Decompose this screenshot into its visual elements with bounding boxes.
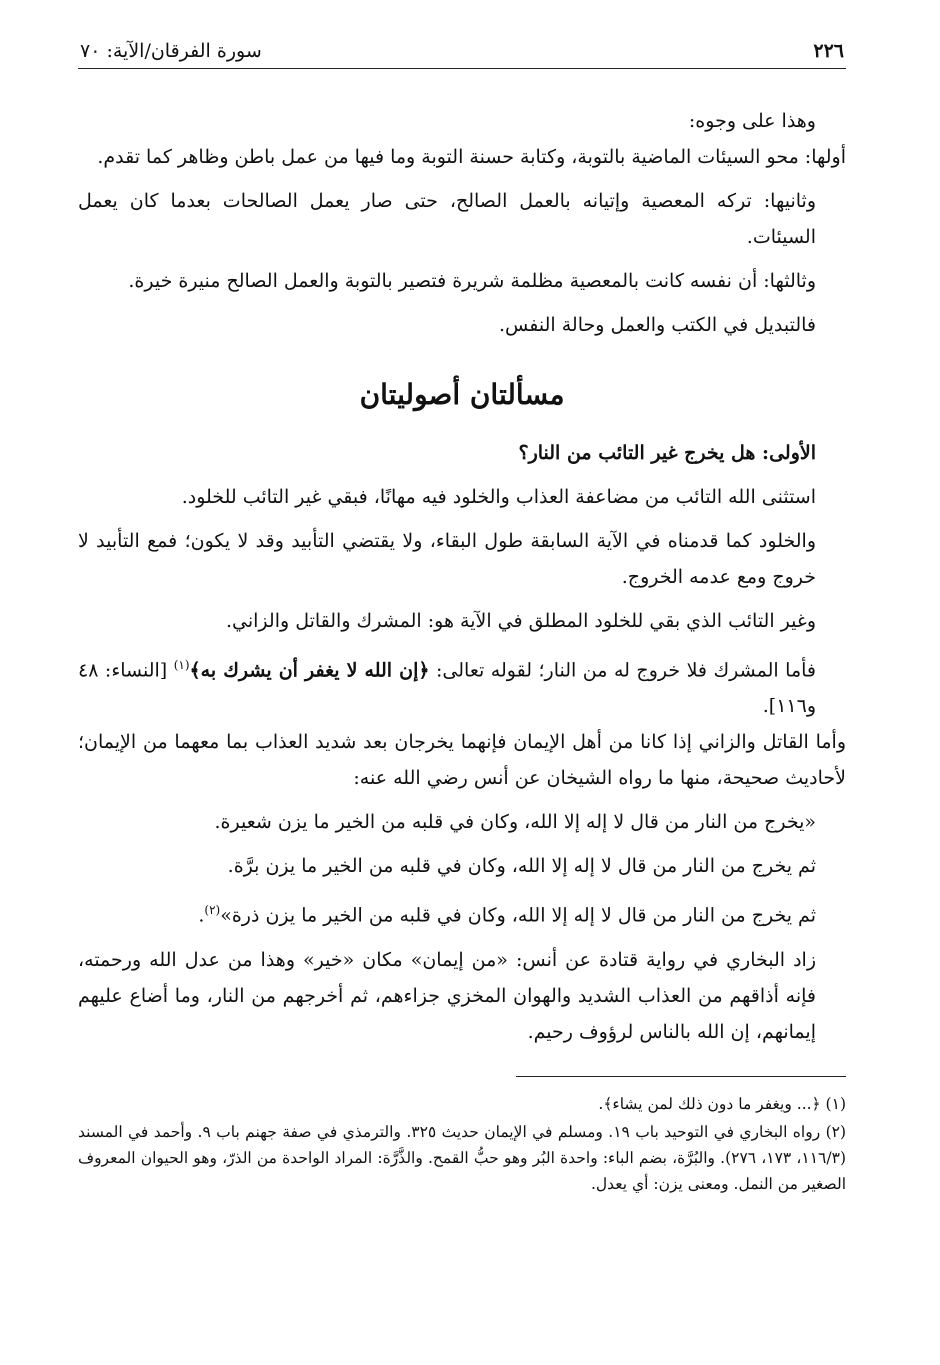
hadith-line-3-text: ثم يخرج من النار من قال لا إله إلا الله، وكان في قلبه من الخير ما يزن ذرة» bbox=[220, 904, 816, 927]
page-number: ٢٢٦ bbox=[813, 40, 844, 62]
surah-reference: سورة الفرقان/الآية: ٧٠ bbox=[80, 40, 262, 62]
hadith-line-3-end: . bbox=[198, 904, 205, 927]
paragraph-bukhari-addition: زاد البخاري في رواية قتادة عن أنس: «من إيمان» مكان «خير» وهذا من عدل الله ورحمته، فإنه أذاقهم من العذاب الشديد والهوان المخزي جزاءهم، ثم أخرجهم من النار، وما أضاع عليهم إيمانهم، إن الله بالناس لرؤوف رحيم. bbox=[78, 948, 816, 1043]
section-heading: مسألتان أصوليتان bbox=[359, 378, 565, 411]
main-text bbox=[78, 103, 846, 1050]
polytheist-text: فأما المشرك فلا خروج له من النار؛ لقوله تعالى: bbox=[429, 659, 817, 682]
paragraph-exception: استثنى الله التائب من مضاعفة العذاب والخلود فيه مهانًا، فبقي غير التائب للخلود. bbox=[181, 486, 816, 508]
paragraph-second: وثانيها: تركه المعصية وإتيانه بالعمل الصالح، حتى صار يعمل الصالحات بعدما كان يعمل السيئات. bbox=[78, 190, 816, 248]
question-title: الأولى: هل يخرج غير التائب من النار؟ bbox=[518, 442, 816, 464]
footnote-2: (٢) رواه البخاري في التوحيد باب ١٩. ومسلم في الإيمان حديث ٣٢٥. والترمذي في صفة جهنم باب ٩. وأحمد في المسند (١١٦/٣، ١٧٣، ٢٧٦). والبُرَّة، بضم الباء: واحدة البُر وهو حبُّ القمح. والذَّرَّة: المراد الواحدة من الذرّ، وهو الحيوان المعروف الصغير من النمل. ومعنى يزن: أي يعدل. bbox=[78, 1122, 847, 1193]
footnote-marker-2: (٢) bbox=[204, 903, 221, 918]
paragraph-intro: وهذا على وجوه: bbox=[688, 110, 816, 132]
hadith-line-2: ثم يخرج من النار من قال لا إله إلا الله، وكان في قلبه من الخير ما يزن برَّة. bbox=[227, 855, 816, 878]
paragraph-killer-adulterer: وأما القاتل والزاني إذا كانا من أهل الإيمان فإنهما يخرجان بعد شديد العذاب بما معهما من الإيمان؛ لأحاديث صحيحة، منها ما رواه الشيخان عن أنس رضي الله عنه: bbox=[78, 731, 846, 790]
footnotes bbox=[78, 1091, 846, 1197]
hadith-line-1: «يخرج من النار من قال لا إله إلا الله، وكان في قلبه من الخير ما يزن شعيرة. bbox=[214, 811, 816, 834]
footnote-divider bbox=[516, 1076, 846, 1077]
paragraph-nonrepentant: وغير التائب الذي بقي للخلود المطلق في الآية هو: المشرك والقاتل والزاني. bbox=[225, 610, 816, 632]
book-page bbox=[78, 40, 846, 1199]
paragraph-third: وثالثها: أن نفسه كانت بالمعصية مظلمة شريرة فتصير بالتوبة والعمل الصالح منيرة خيرة. bbox=[128, 270, 816, 292]
footnote-marker-1: (١) bbox=[173, 658, 190, 672]
verse-reference: [النساء: ٤٨ و١١٦]. bbox=[78, 659, 816, 718]
paragraph-summary: فالتبديل في الكتب والعمل وحالة النفس. bbox=[499, 314, 816, 336]
paragraph-eternity: والخلود كما قدمناه في الآية السابقة طول البقاء، ولا يقتضي التأبيد وقد لا يكون؛ فمع التأبيد لا خروج ومع عدمه الخروج. bbox=[78, 530, 816, 588]
hadith-line-3 bbox=[78, 892, 846, 933]
paragraph-first: أولها: محو السيئات الماضية بالتوبة، وكتابة حسنة التوبة وما فيها من عمل باطن وظاهر كما تقدم. bbox=[97, 146, 846, 168]
paragraph-polytheist bbox=[78, 647, 846, 724]
quran-verse: ﴿إن الله لا يغفر أن يشرك به﴾ bbox=[189, 659, 430, 682]
running-header bbox=[78, 40, 846, 69]
footnote-1: (١) ﴿... ويغفر ما دون ذلك لمن يشاء﴾. bbox=[598, 1094, 846, 1113]
